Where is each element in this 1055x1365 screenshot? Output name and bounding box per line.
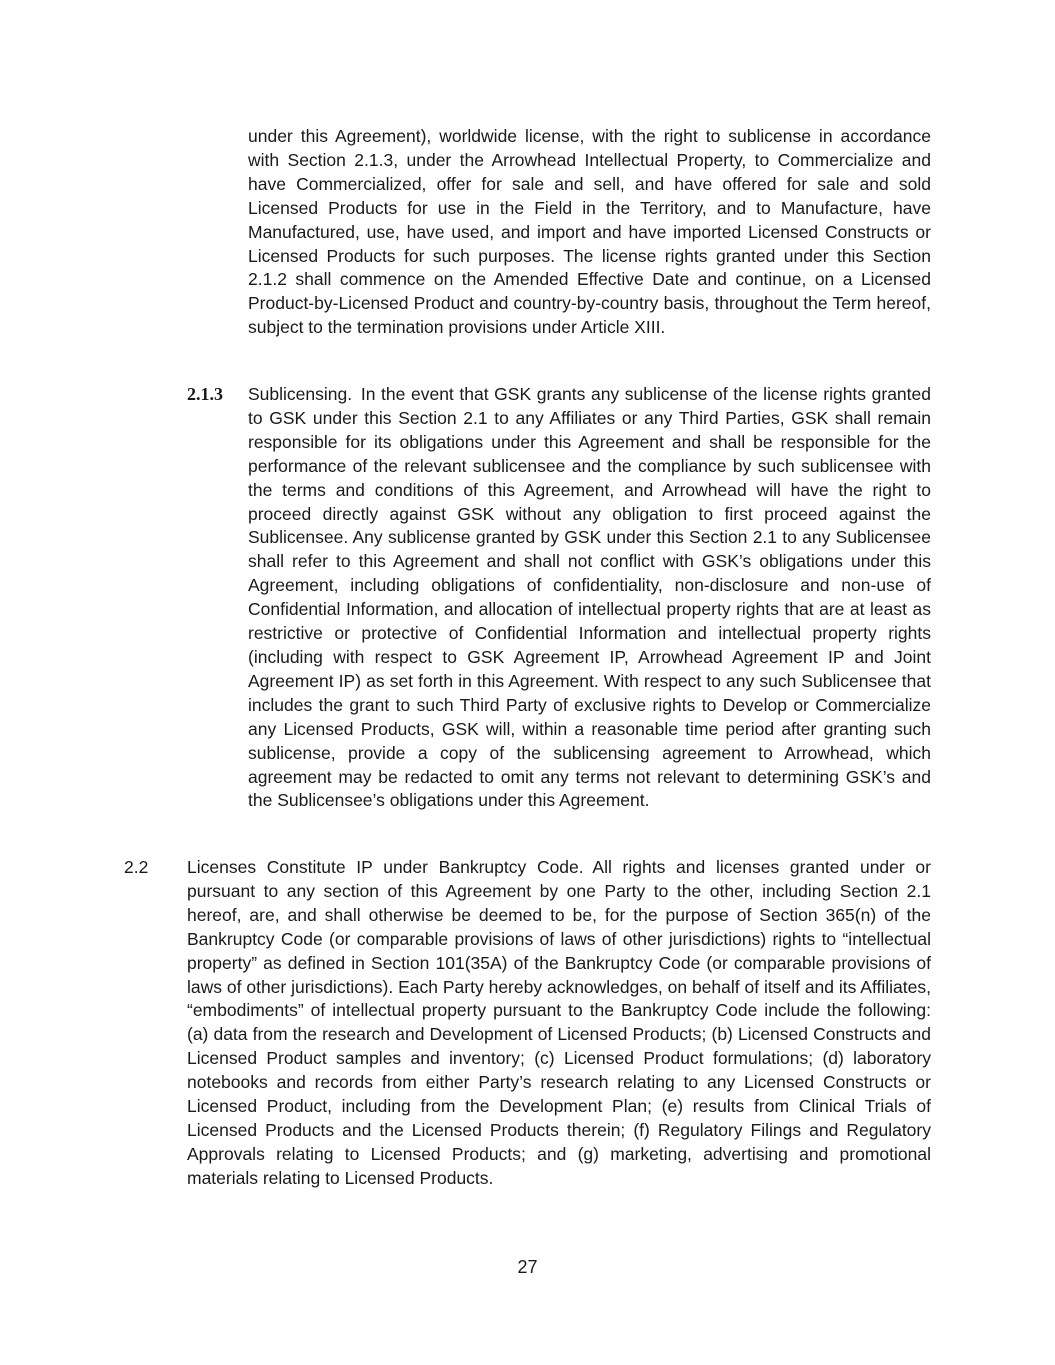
section-2-1-3-heading: Sublicensing. — [248, 384, 353, 404]
continuation-paragraph: under this Agreement), worldwide license, with the right to sublicense in accordance with Section 2.1.3, under the Arrowhead Intellectual Property, to Commercialize and have Commercialized, offer for sale and sell, and have offered for sale and sold Licensed Products for use in the Field in the Territory, and to Manufacture, have Manufactured, use, have used, and import and have imported Licensed Constructs or Licensed Products for such purposes. The license rights granted under this Section 2.1.2 shall commence on the Amended Effective Date and continue, on a Licensed Product-by-Licensed Product and country-by-country basis, throughout the Term hereof, subject to the termination provisions under Article XIII. — [248, 126, 931, 338]
section-2-2-paragraph — [187, 856, 931, 1191]
section-2-2-heading: Licenses Constitute IP under Bankruptcy Code. — [187, 857, 584, 877]
section-2-2-text: All rights and licenses granted under or pursuant to any section of this Agreement by one Party to the other, including Section 2.1 hereof, are, and shall otherwise be deemed to be, for the purpose of Section 365(n) of the Bankruptcy Code (or comparable provisions of laws of other jurisdictions) rights to “intellectual property” as defined in Section 101(35A) of the Bankruptcy Code (or comparable provisions of laws of other jurisdictions). Each Party hereby acknowledges, on behalf of itself and its Affiliates, “embodiments” of intellectual property pursuant to the Bankruptcy Code include the following: (a) data from the research and Development of Licensed Products; (b) Licensed Constructs and Licensed Product samples and inventory; (c) Licensed Product formulations; (d) laboratory notebooks and records from either Party’s research relating to any Licensed Constructs or Licensed Product, including from the Development Plan; (e) results from Clinical Trials of Licensed Products and the Licensed Products therein; (f) Regulatory Filings and Regulatory Approvals relating to Licensed Products; and (g) marketing, advertising and promotional materials relating to Licensed Products. — [187, 857, 931, 1188]
section-2-1-3-paragraph — [248, 383, 931, 813]
page-number: 27 — [517, 1257, 538, 1277]
section-2-2-number: 2.2 — [124, 857, 149, 877]
section-2-1-3-number: 2.1.3 — [187, 384, 223, 404]
section-2-1-3-text: In the event that GSK grants any sublicense of the license rights granted to GSK under this Section 2.1 to any Affiliates or any Third Parties, GSK shall remain responsible for its obligations under this Agreement and shall be responsible for the performance of the relevant sublicensee and the compliance by such sublicensee with the terms and conditions of this Agreement, and Arrowhead will have the right to proceed directly against GSK without any obligation to first proceed against the Sublicensee. Any sublicense granted by GSK under this Section 2.1 to any Sublicensee shall refer to this Agreement and shall not conflict with GSK’s obligations under this Agreement, including obligations of confidentiality, non-disclosure and non-use of Confidential Information, and allocation of intellectual property rights that are at least as restrictive or protective of Confidential Information and intellectual property rights (including with respect to GSK Agreement IP, Arrowhead Agreement IP and Joint Agreement IP) as set forth in this Agreement. With respect to any such Sublicensee that includes the grant to such Third Party of exclusive rights to Develop or Commercialize any Licensed Products, GSK will, within a reasonable time period after granting such sublicense, provide a copy of the sublicensing agreement to Arrowhead, which agreement may be redacted to omit any terms not relevant to determining GSK’s and the Sublicensee’s obligations under this Agreement. — [248, 384, 931, 811]
